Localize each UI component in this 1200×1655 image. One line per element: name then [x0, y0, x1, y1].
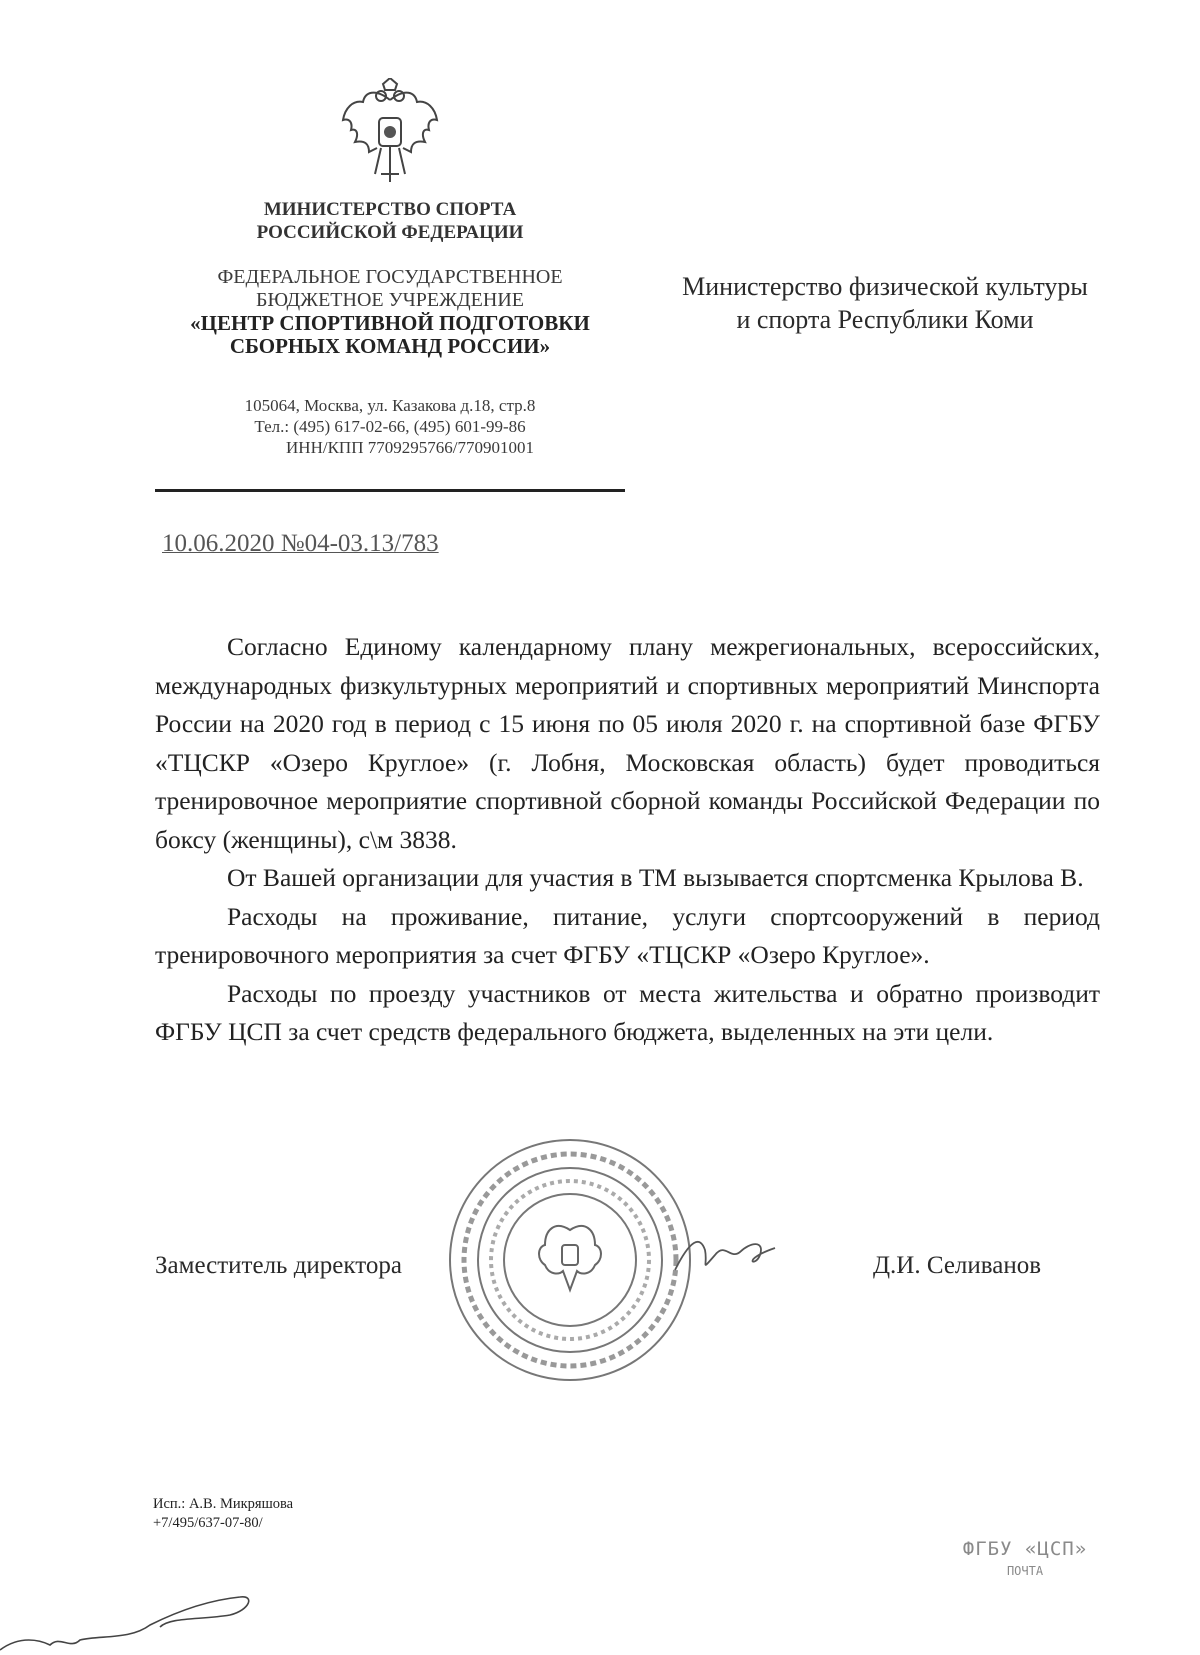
- inn-kpp: ИНН/КПП 7709295766/770901001: [286, 438, 534, 457]
- org-type-line-1: ФЕДЕРАЛЬНОЕ ГОСУДАРСТВЕННОЕ: [217, 266, 563, 288]
- org-name-line-1: «ЦЕНТР СПОРТИВНОЙ ПОДГОТОВКИ: [190, 311, 590, 335]
- phone: Тел.: (495) 617-02-66, (495) 601-99-86: [254, 417, 526, 436]
- handwritten-mark: [0, 1595, 260, 1655]
- executor-name: Исп.: А.В. Микряшова: [153, 1496, 294, 1512]
- ministry-name: [140, 198, 640, 244]
- mail-stamp: [950, 1538, 1100, 1578]
- coat-of-arms-emblem: [335, 78, 445, 193]
- organization-name: [140, 266, 640, 358]
- mail-stamp-org: ФГБУ «ЦСП»: [962, 1538, 1088, 1560]
- ministry-line-1: МИНИСТЕРСТВО СПОРТА: [263, 199, 517, 220]
- paragraph: От Вашей организации для участия в ТМ вызывается спортсменка Крылова В.: [227, 863, 1084, 892]
- ministry-line-2: РОССИЙСКОЙ ФЕДЕРАЦИИ: [256, 222, 524, 243]
- recipient-line-2: и спорта Республики Коми: [736, 305, 1034, 334]
- handwritten-signature: [670, 1230, 780, 1280]
- org-name-line-2: СБОРНЫХ КОМАНД РОССИИ»: [229, 334, 551, 358]
- letterhead-divider: [155, 489, 625, 492]
- address: 105064, Москва, ул. Казакова д.18, стр.8: [244, 396, 536, 415]
- paragraph: Согласно Единому календарному плану межрегиональных, всероссийских, международных физкультурных мероприятий и спортивных мероприятий Минспорта России на 2020 год в период с 15 июня по 05 июля 2020 г. на спортивной базе ФГБУ «ТЦСКР «Озеро Круглое» (г. Лобня, Московская область) будет проводиться тренировочное мероприятие спортивной сборной команды Российской Федерации по боксу (женщины), с\м 3838.: [155, 632, 1100, 854]
- org-type-line-2: БЮДЖЕТНОЕ УЧРЕЖДЕНИЕ: [255, 289, 525, 311]
- mail-stamp-label: ПОЧТА: [1006, 1564, 1044, 1578]
- document-number: 10.06.2020 №04-03.13/783: [162, 530, 439, 557]
- letter-body: [155, 628, 1100, 1052]
- official-seal: [445, 1135, 695, 1385]
- signatory-name: Д.И. Селиванов: [873, 1252, 1042, 1279]
- paragraph: Расходы по проезду участников от места жительства и обратно производит ФГБУ ЦСП за счет средств федерального бюджета, выделенных на эти цели.: [155, 978, 1100, 1046]
- signatory-title: Заместитель директора: [155, 1252, 402, 1279]
- executor-info: [153, 1495, 293, 1533]
- organization-contacts: [140, 395, 640, 458]
- paragraph: Расходы на проживание, питание, услуги спортсооружений в период тренировочного мероприятия за счет ФГБУ «ТЦСКР «Озеро Круглое».: [155, 901, 1100, 969]
- executor-phone: +7/495/637-07-80/: [153, 1515, 263, 1531]
- recipient: [650, 270, 1120, 336]
- recipient-line-1: Министерство физической культуры: [682, 272, 1088, 301]
